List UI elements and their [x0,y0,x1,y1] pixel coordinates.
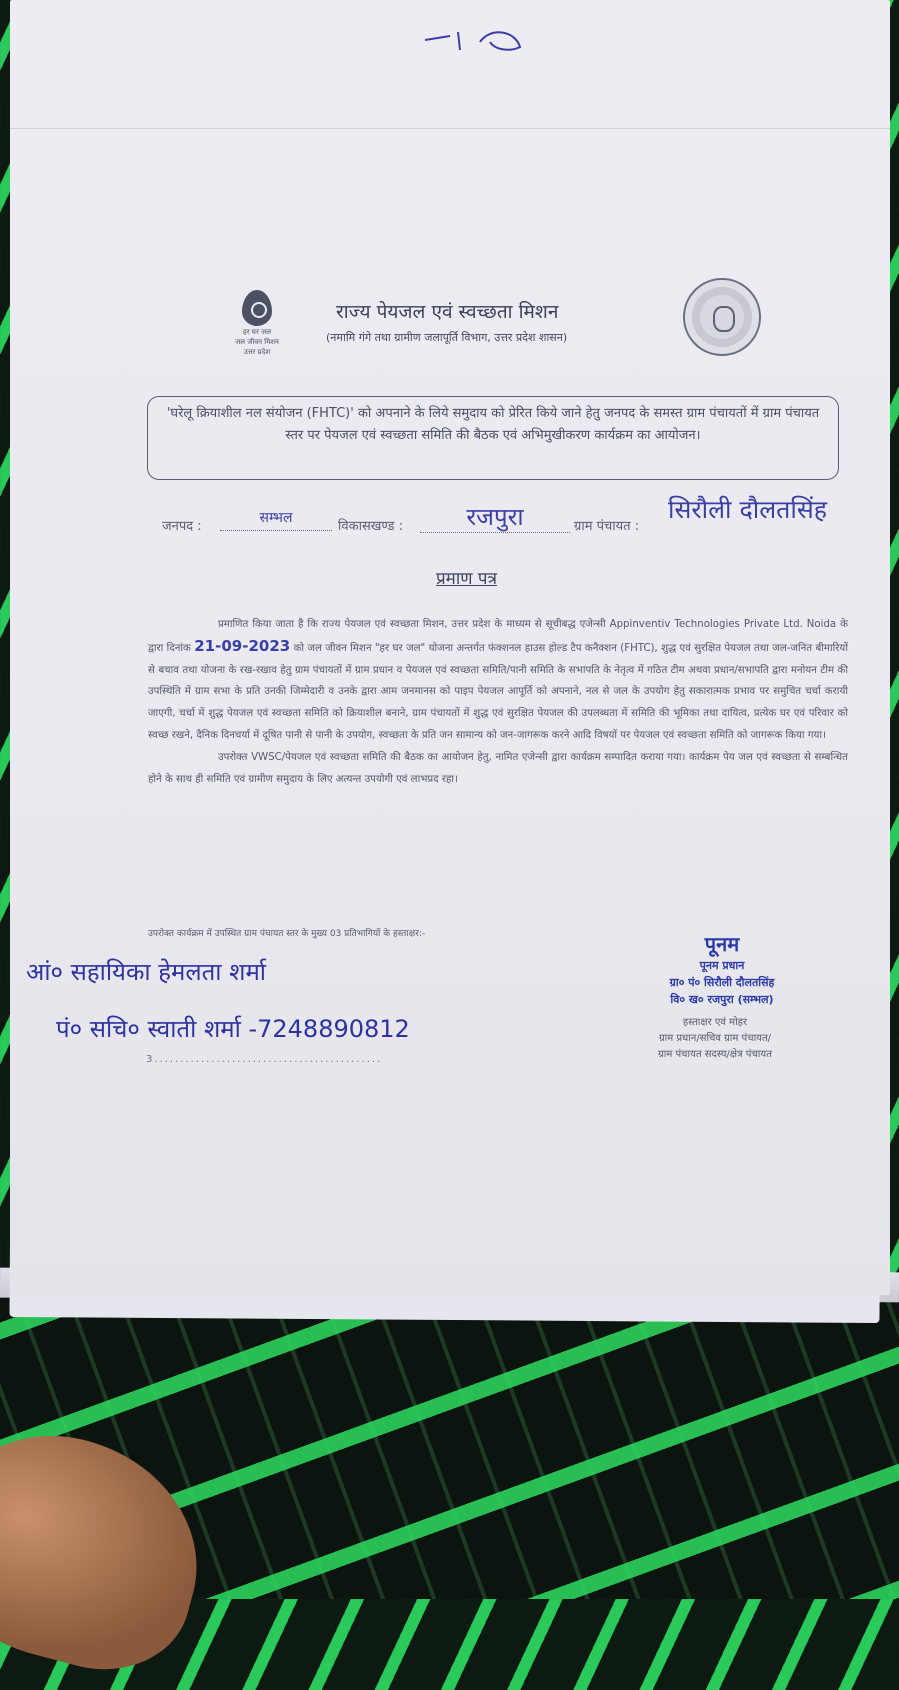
stamp-signature: पूनम [704,932,740,956]
body-p1-start: प्रमाणित किया जाता है कि राज्य पेयजल एवं स्वच्छता मिशन, उत्तर प्रदेश के माध्यम से सूचीबद्ध एजेन्सी Appinventiv Technologies Private Ltd. Noida के द्वारा दिनांक [148,619,848,654]
role-line-1: हस्ताक्षर एवं मोहर [682,1017,748,1028]
jal-jeevan-logo [222,290,292,356]
body-p1-end: को जल जीवन मिशन "हर घर जल" योजना अन्तर्गत फंक्शनल हाउस होल्ड टैप कनैक्शन (FHTC), शुद्ध एवं सुरक्षित पेयजल तथा जल-जनित बीमारियों से बचाव तथा योजना के रख-रखाव हेतु ग्राम पंचायतों में ग्राम प्रधान व पेयजल एवं स्वच्छता समिति/पानी समिति के सभापति के नेतृत्व में गठित टीम अथवा प्रधान/सभापति द्वारा मनोयन टीम की उपस्थिति में ग्राम सभा के प्रति उनकी जिम्मेदारी व उनके द्वारा आम जनमानस को पाइप पेयजल आपूर्ति को अपनाने, नल से जल के उपयोग हेतु सकारात्मक प्रभाव पर समुचित चर्चा करायी जाएगी, चर्चा में शुद्ध पेयजल एवं स्वच्छता समिति को क्रियाशील बनाने, ग्राम पंचायतों में शुद्ध एवं सुरक्षित पेयजल की उपलब्धता में समिति की भूमिका तथा दायित्व, प्रत्येक घर एवं परिवार को स्वच्छ रखने, दैनिक दिनचर्या में दूषित पानी से पानी के उपयोग, स्वच्छता के प्रति जन सामान्य को जन-जागरूक करने आदि विषयों पर पेयजल एवं स्वच्छता समिति को जागरूक किया गया। [148,642,848,741]
certificate-body [148,614,848,790]
signature-intro: उपरोक्त कार्यक्रम में उपस्थित ग्राम पंचायत स्तर के मुख्य 03 प्रतिभागियों के हस्ताक्षर:- [148,929,426,939]
signature-3: 3............................................ [146,1054,383,1065]
janpad-label: जनपद : [162,519,202,534]
document-title: राज्य पेयजल एवं स्वच्छता मिशन [336,301,559,323]
signatory-role [620,1015,810,1063]
vikaskhand-value: रजपुरा [466,503,524,531]
gram-panchayat-label: ग्राम पंचायत : [574,519,640,534]
logo-text-2: जल जीवन मिशन [235,338,279,346]
gram-panchayat-value: सिरौली दौलतसिंह [668,495,828,524]
water-drop-icon [242,290,272,326]
gram-panchayat-line [668,492,882,526]
pradhan-stamp [642,930,802,1008]
pen-scribble [420,22,550,62]
stamp-line-1: पूनम प्रधान [699,959,745,972]
logo-text-3: उत्तर प्रदेश [243,348,271,356]
role-line-2: ग्राम प्रधान/सचिव ग्राम पंचायत/ [658,1033,772,1044]
role-line-3: ग्राम पंचायत सदस्य/क्षेत्र पंचायत [658,1049,772,1060]
location-fields [162,495,882,548]
vikaskhand-line [420,500,570,533]
vikaskhand-label: विकासखण्ड : [338,519,404,534]
body-paragraph-2: उपरोक्त VWSC/पेयजल एवं स्वच्छता समिति की बैठक का आयोजन हेतु, नामित एजेन्सी द्वारा कार्यक्रम सम्पादित कराया गया। कार्यक्रम पेय जल एवं स्वच्छता से सम्बन्धित होने के साथ ही समिति एवं ग्रामीण समुदाय के लिए अत्यन्त उपयोगी एवं लाभप्रद रहा। [148,751,848,785]
janpad-line [220,508,332,531]
up-government-seal-icon [683,278,761,356]
fold-line [10,128,890,129]
document-subtitle: (नमामि गंगे तथा ग्रामीण जलापूर्ति विभाग, उत्तर प्रदेश शासन) [326,331,568,344]
program-title-box: 'घरेलू क्रियाशील नल संयोजन (FHTC)' को अपनाने के लिये समुदाय को प्रेरित किये जाने हेतु जनपद के समस्त ग्राम पंचायतों में ग्राम पंचायत स्तर पर पेयजल एवं स्वच्छता समिति की बैठक एवं अभिमुखीकरण कार्यक्रम का आयोजन। [147,396,839,480]
signature-2: पं० सचि० स्वाती शर्मा -7248890812 [56,1015,410,1043]
program-date: 21-09-2023 [194,636,291,655]
certificate-title: प्रमाण पत्र [436,569,497,589]
stamp-line-3: वि० ख० रजपुरा (सम्भल) [670,993,774,1006]
signature-1: आं० सहायिका हेमलता शर्मा [26,958,267,986]
stamp-line-2: ग्रा० पं० सिरौली दौलतसिंह [669,976,775,989]
body-paragraph-1 [148,614,848,747]
logo-text-1: हर घर जल [243,328,271,336]
janpad-value: सम्भल [259,510,293,526]
